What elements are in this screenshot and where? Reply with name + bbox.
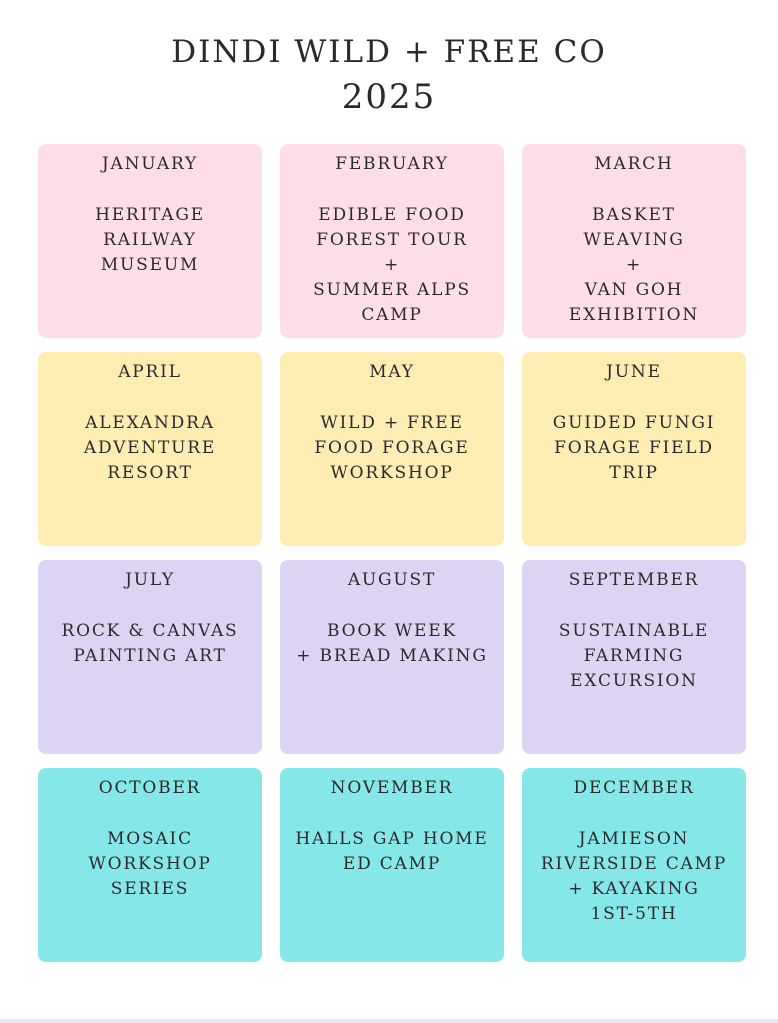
event-text: HERITAGE RAILWAY MUSEUM bbox=[95, 205, 205, 275]
month-label: AUGUST bbox=[347, 570, 437, 590]
event-text: ALEXANDRA ADVENTURE RESORT bbox=[83, 413, 217, 483]
month-label: JANUARY bbox=[101, 154, 199, 174]
month-label: NOVEMBER bbox=[330, 778, 454, 798]
event-text: BOOK WEEK + BREAD MAKING bbox=[296, 621, 488, 666]
month-card-april bbox=[38, 352, 262, 546]
month-label: SEPTEMBER bbox=[568, 570, 700, 590]
calendar-header bbox=[0, 30, 778, 120]
event-text: JAMIESON RIVERSIDE CAMP + KAYAKING 1ST-5TH bbox=[540, 829, 728, 924]
month-label: APRIL bbox=[118, 362, 182, 382]
event-text: MOSAIC WORKSHOP SERIES bbox=[88, 829, 212, 899]
month-card-january bbox=[38, 144, 262, 338]
month-label: MARCH bbox=[594, 154, 674, 174]
month-label: FEBRUARY bbox=[335, 154, 449, 174]
event-text: BASKET WEAVING + VAN GOH EXHIBITION bbox=[568, 205, 700, 325]
month-card-december bbox=[522, 768, 746, 962]
event-text: ROCK & CANVAS PAINTING ART bbox=[61, 621, 239, 666]
month-label: OCTOBER bbox=[98, 778, 202, 798]
event-text: EDIBLE FOOD FOREST TOUR + SUMMER ALPS CAMP bbox=[313, 205, 471, 325]
month-label: JULY bbox=[125, 570, 175, 590]
event-text: GUIDED FUNGI FORAGE FIELD TRIP bbox=[552, 413, 716, 483]
bottom-divider bbox=[0, 1019, 778, 1023]
month-card-september bbox=[522, 560, 746, 754]
month-grid bbox=[38, 144, 747, 962]
month-label: DECEMBER bbox=[573, 778, 695, 798]
month-card-june bbox=[522, 352, 746, 546]
month-card-july bbox=[38, 560, 262, 754]
month-card-august bbox=[280, 560, 504, 754]
month-card-march bbox=[522, 144, 746, 338]
event-text: WILD + FREE FOOD FORAGE WORKSHOP bbox=[314, 413, 470, 483]
month-card-november bbox=[280, 768, 504, 962]
month-card-may bbox=[280, 352, 504, 546]
year-label: 2025 bbox=[341, 77, 437, 117]
month-label: MAY bbox=[369, 362, 415, 382]
month-card-february bbox=[280, 144, 504, 338]
page-title: DINDI WILD + FREE CO bbox=[171, 34, 607, 70]
event-text: HALLS GAP HOME ED CAMP bbox=[295, 829, 489, 874]
month-label: JUNE bbox=[606, 362, 662, 382]
event-text: SUSTAINABLE FARMING EXCURSION bbox=[558, 621, 710, 691]
month-card-october bbox=[38, 768, 262, 962]
